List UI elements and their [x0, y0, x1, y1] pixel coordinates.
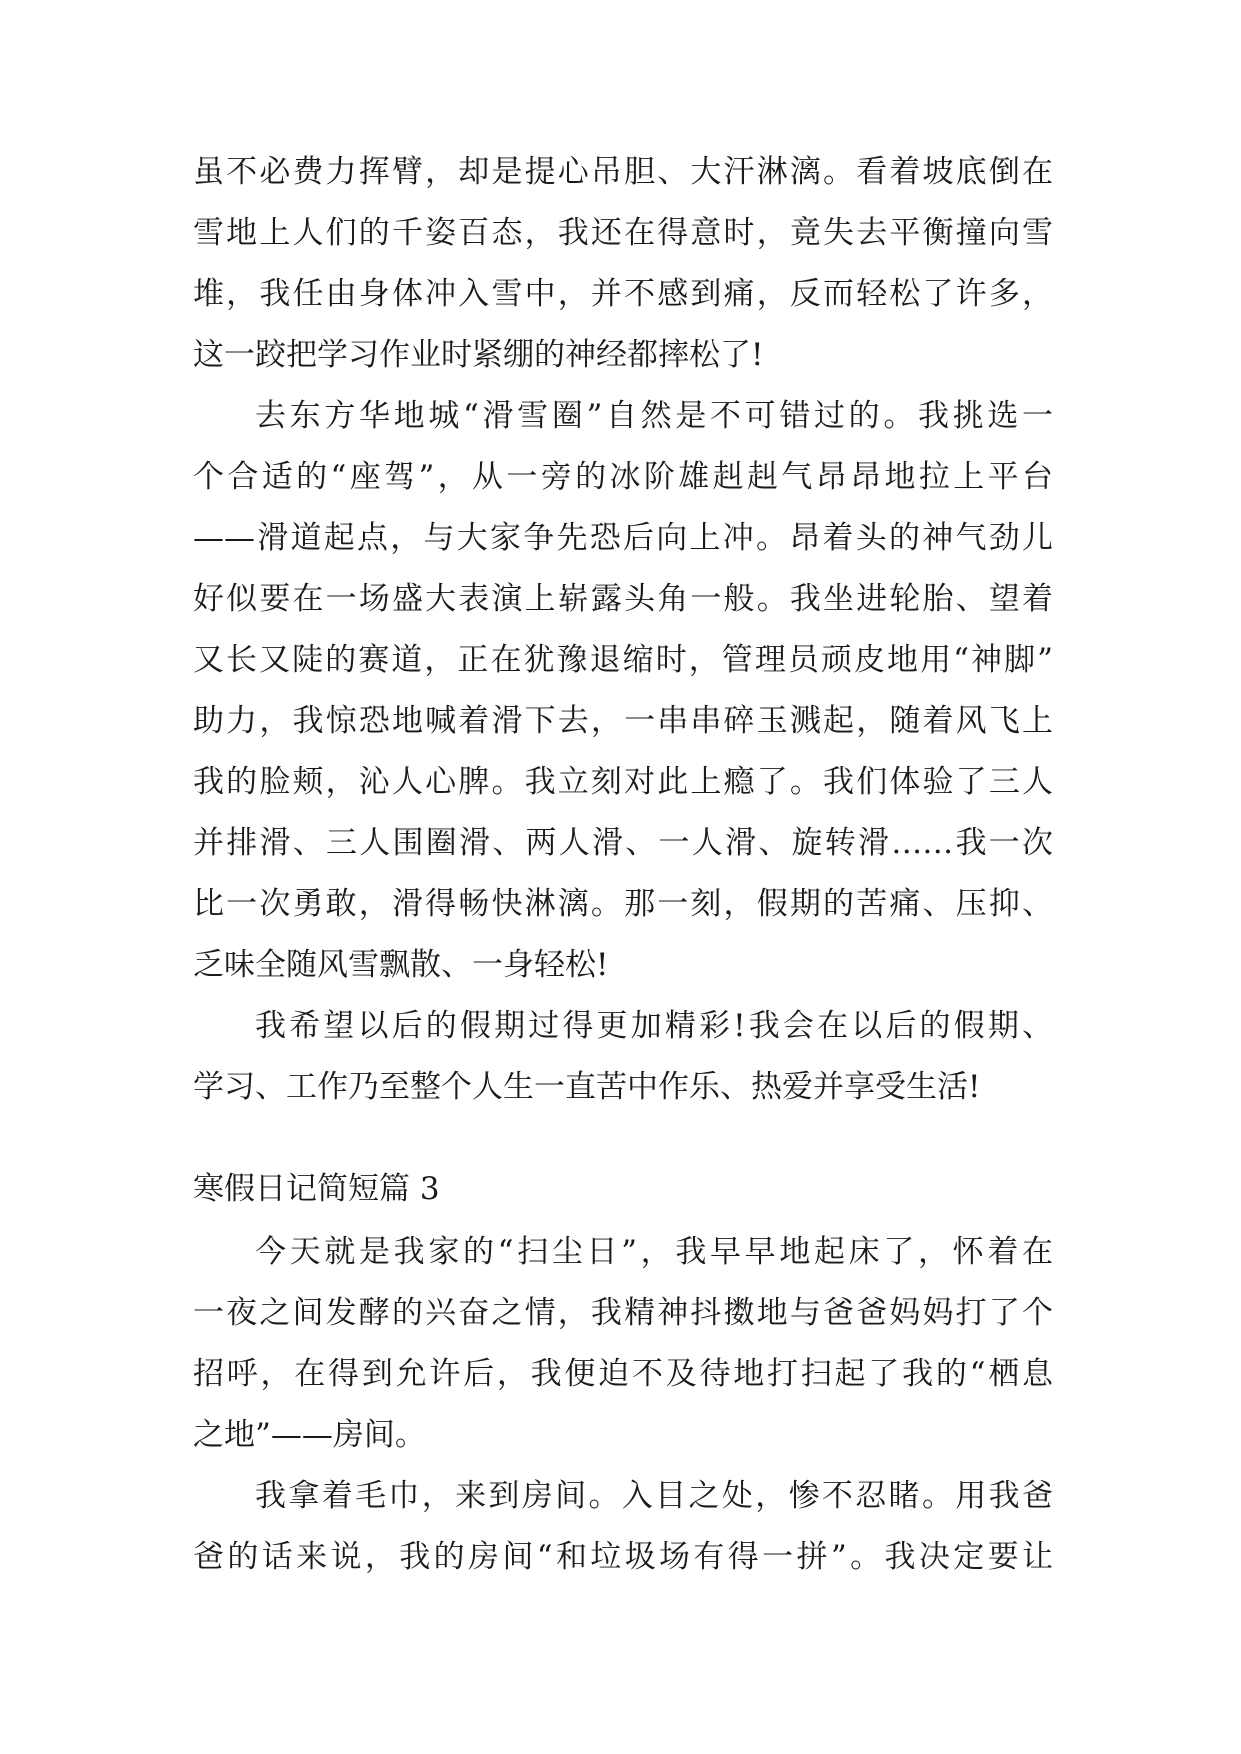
paragraph-2-line-8: 并排滑、三人围圈滑、两人滑、一人滑、旋转滑……我一次: [193, 825, 1053, 861]
paragraph-2-line-10: 乏味全随风雪飘散、一身轻松!: [193, 947, 609, 983]
paragraph-2-line-5: 又长又陡的赛道，正在犹豫退缩时，管理员顽皮地用“神脚”: [193, 642, 1053, 678]
paragraph-5-line-2: 爸的话来说，我的房间“和垃圾场有得一拼”。我决定要让: [193, 1539, 1053, 1575]
paragraph-1-line-1: 虽不必费力挥臂，却是提心吊胆、大汗淋漓。看着坡底倒在: [193, 154, 1053, 190]
paragraph-2-line-2: 个合适的“座驾”，从一旁的冰阶雄赳赳气昂昂地拉上平台: [193, 459, 1053, 495]
paragraph-2-line-4: 好似要在一场盛大表演上崭露头角一般。我坐进轮胎、望着: [193, 581, 1053, 617]
paragraph-3-line-1: 我希望以后的假期过得更加精彩!我会在以后的假期、: [255, 1008, 1053, 1044]
paragraph-1-line-4: 这一跤把学习作业时紧绷的神经都摔松了!: [193, 337, 764, 373]
paragraph-4-line-3: 招呼，在得到允许后，我便迫不及待地打扫起了我的“栖息: [193, 1356, 1053, 1392]
paragraph-2-line-1: 去东方华地城“滑雪圈”自然是不可错过的。我挑选一: [255, 398, 1053, 434]
paragraph-2-line-3: ——滑道起点，与大家争先恐后向上冲。昂着头的神气劲儿: [193, 520, 1053, 556]
paragraph-4-line-1: 今天就是我家的“扫尘日”，我早早地起床了，怀着在: [255, 1234, 1053, 1270]
paragraph-4-line-4: 之地”——房间。: [193, 1417, 426, 1453]
paragraph-4-line-2: 一夜之间发酵的兴奋之情，我精神抖擞地与爸爸妈妈打了个: [193, 1295, 1053, 1331]
paragraph-2-line-9: 比一次勇敢，滑得畅快淋漓。那一刻，假期的苦痛、压抑、: [193, 886, 1053, 922]
paragraph-2-line-7: 我的脸颊，沁人心脾。我立刻对此上瘾了。我们体验了三人: [193, 764, 1053, 800]
paragraph-2-line-6: 助力，我惊恐地喊着滑下去，一串串碎玉溅起，随着风飞上: [193, 703, 1053, 739]
paragraph-1-line-2: 雪地上人们的千姿百态，我还在得意时，竟失去平衡撞向雪: [193, 215, 1053, 251]
paragraph-3-line-2: 学习、工作乃至整个人生一直苦中作乐、热爱并享受生活!: [193, 1069, 981, 1105]
paragraph-5-line-1: 我拿着毛巾，来到房间。入目之处，惨不忍睹。用我爸: [255, 1478, 1053, 1514]
paragraph-1-line-3: 堆，我任由身体冲入雪中，并不感到痛，反而轻松了许多，: [193, 276, 1053, 312]
section-heading: 寒假日记简短篇 3: [193, 1171, 440, 1207]
